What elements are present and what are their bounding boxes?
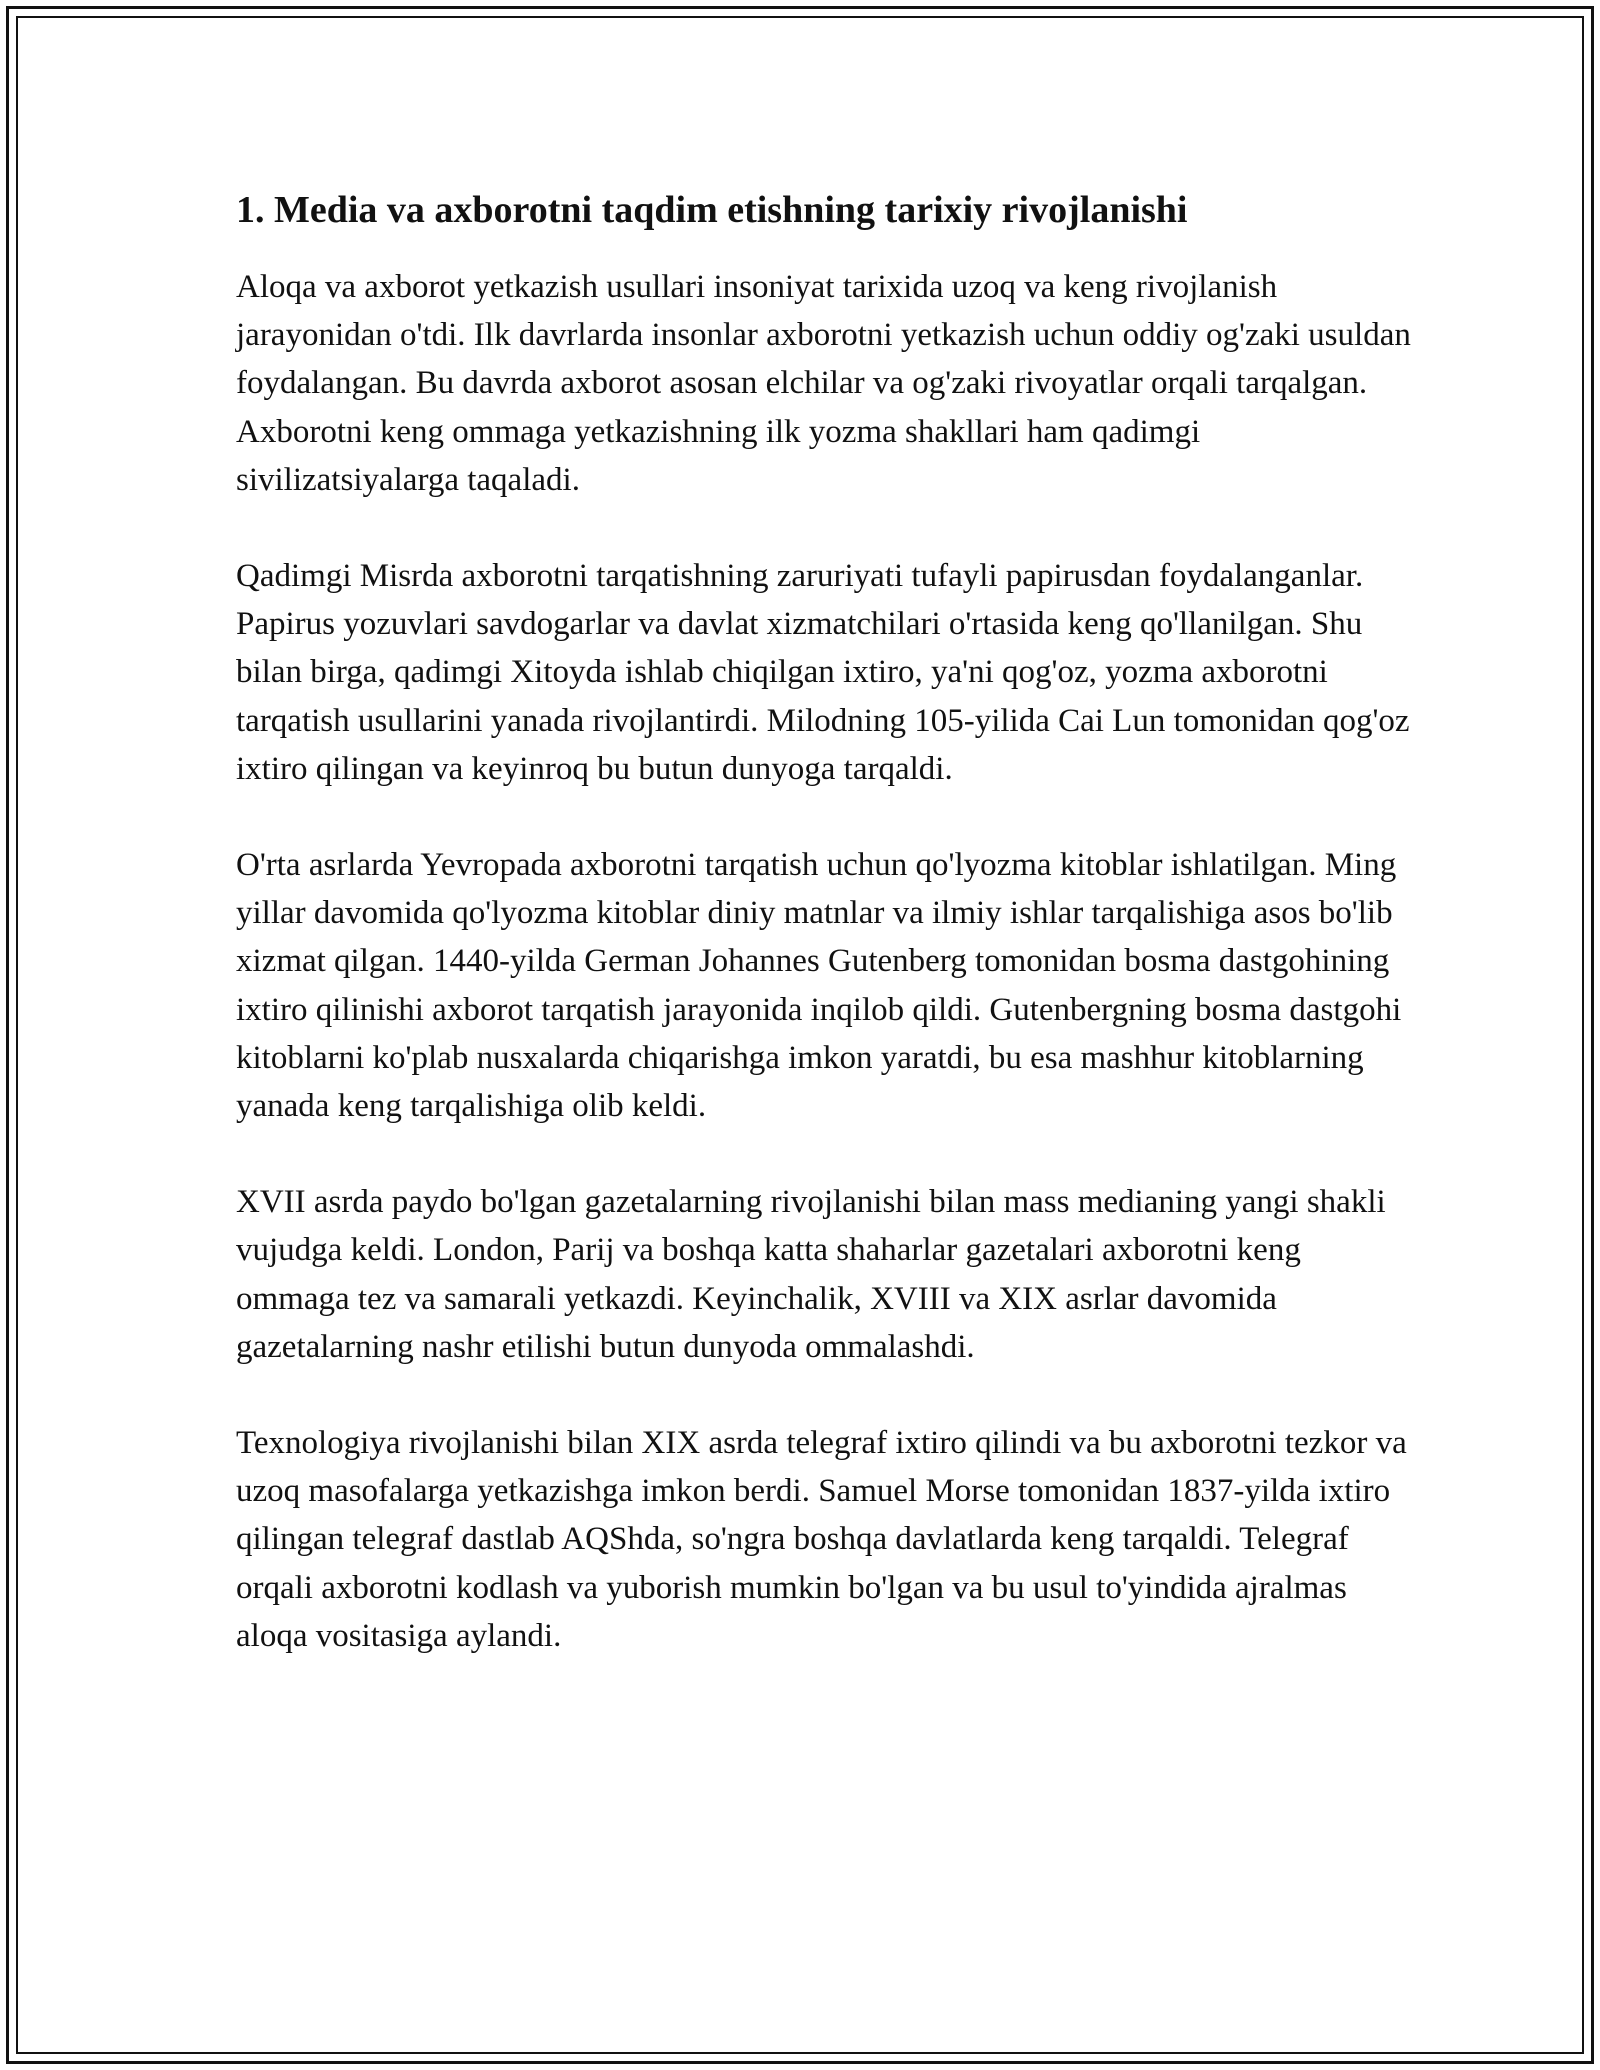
paragraph-1: Aloqa va axborot yetkazish usullari insoniyat tarixida uzoq va keng rivojlanish jarayonidan o'tdi. Ilk davrlarda insonlar axborotni yetkazish uchun oddiy og'zaki usuldan foydalangan. Bu davrda axborot asosan elchilar va og'zaki rivoyatlar orqali tarqalgan. Axborotni keng ommaga yetkazishning ilk yozma shakllari ham qadimgi sivilizatsiyalarga taqaladi. <box>236 269 1411 498</box>
document-body <box>236 185 1416 1708</box>
paragraph-3: O'rta asrlarda Yevropada axborotni tarqatish uchun qo'lyozma kitoblar ishlatilgan. Ming yillar davomida qo'lyozma kitoblar diniy matnlar va ilmiy ishlar tarqalishiga asos bo'lib xizmat qilgan. 1440-yilda German Johannes Gutenberg tomonidan bosma dastgohining ixtiro qilinishi axborot tarqatish jarayonida inqilob qildi. Gutenbergning bosma dastgohi kitoblarni ko'plab nusxalarda chiqarishga imkon yaratdi, bu esa mashhur kitoblarning yanada keng tarqalishiga olib keldi. <box>236 847 1402 1125</box>
paragraph-2: Qadimgi Misrda axborotni tarqatishning zaruriyati tufayli papirusdan foydalanganlar. Papirus yozuvlari savdogarlar va davlat xizmatchilari o'rtasida keng qo'llanilgan. Shu bilan birga, qadimgi Xitoyda ishlab chiqilgan ixtiro, ya'ni qog'oz, yozma axborotni tarqatish usullarini yanada rivojlantirdi. Milodning 105-yilida Cai Lun tomonidan qog'oz ixtiro qilingan va keyinroq bu butun dunyoga tarqaldi. <box>236 558 1410 787</box>
paragraph-5: Texnologiya rivojlanishi bilan XIX asrda telegraf ixtiro qilindi va bu axborotni tezkor va uzoq masofalarga yetkazishga imkon berdi. Samuel Morse tomonidan 1837-yilda ixtiro qilingan telegraf dastlab AQShda, so'ngra boshqa davlatlarda keng tarqaldi. Telegraf orqali axborotni kodlash va yuborish mumkin bo'lgan va bu usul to'yindida ajralmas aloqa vositasiga aylandi. <box>236 1425 1407 1654</box>
paragraph-4: XVII asrda paydo bo'lgan gazetalarning rivojlanishi bilan mass medianing yangi shakli vujudga keldi. London, Parij va boshqa katta shaharlar gazetalari axborotni keng ommaga tez va samarali yetkazdi. Keyinchalik, XVIII va XIX asrlar davomida gazetalarning nashr etilishi butun dunyoda ommalashdi. <box>236 1184 1386 1365</box>
section-title: 1. Media va axborotni taqdim etishning tarixiy rivojlanishi <box>236 189 1188 231</box>
